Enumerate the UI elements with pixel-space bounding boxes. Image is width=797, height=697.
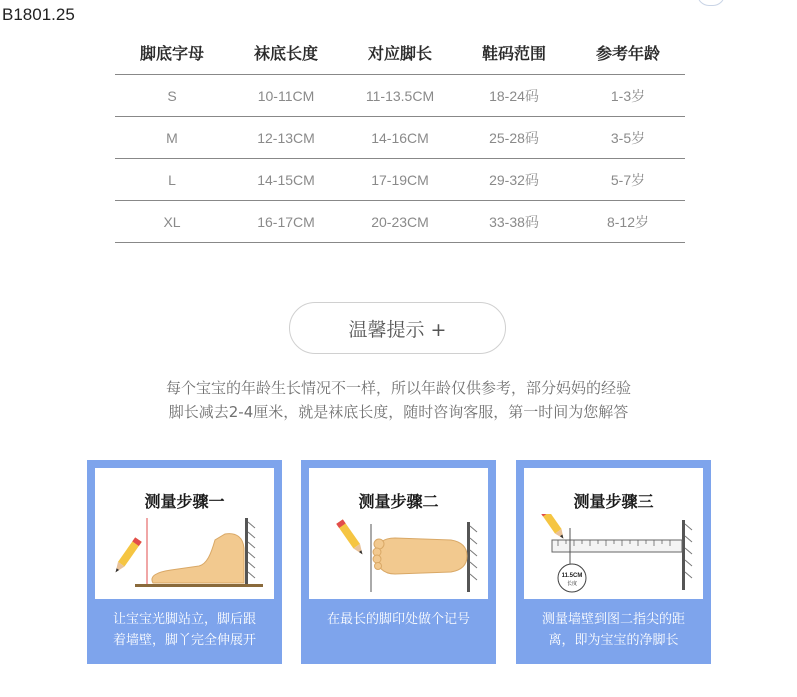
step-card-1 — [87, 460, 282, 664]
step-desc-line-1: 在最长的脚印处做个记号 — [326, 612, 470, 627]
step-desc-line-1: 让宝宝光脚站立，脚后跟 — [112, 612, 256, 627]
table-cell: 10-11CM — [257, 87, 315, 104]
table-cell: 1-3岁 — [610, 87, 646, 104]
table-cell: L — [168, 171, 176, 188]
step-desc-line-2: 离，即为宝宝的净脚长 — [548, 633, 679, 648]
table-cell: 29-32码 — [489, 171, 539, 188]
table-cell: 16-17CM — [257, 213, 315, 230]
table-cell: 8-12岁 — [606, 213, 650, 230]
step-title: 测量步骤一 — [144, 492, 225, 511]
ruler-measure-illustration — [534, 514, 694, 594]
header-sole-letter: 脚底字母 — [139, 43, 204, 63]
table-cell: 3-5岁 — [610, 129, 646, 146]
header-shoe-size: 鞋码范围 — [481, 43, 546, 63]
header-age: 参考年龄 — [595, 43, 660, 63]
size-table — [115, 30, 685, 243]
table-row — [115, 75, 685, 117]
tip-text-line-1: 每个宝宝的年龄生长情况不一样，所以年龄仅供参考，部分妈妈的经验 — [165, 379, 631, 397]
table-cell: S — [167, 87, 177, 104]
step-card-3 — [516, 460, 711, 664]
table-cell: 17-19CM — [371, 171, 429, 188]
table-row — [115, 159, 685, 201]
header-foot-length: 对应脚长 — [367, 43, 432, 63]
table-row — [115, 201, 685, 243]
header-sock-length: 袜底长度 — [253, 43, 318, 63]
table-cell: 12-13CM — [257, 129, 315, 146]
table-cell: 11-13.5CM — [365, 87, 435, 104]
ruler-reading: 11.5CM — [561, 573, 583, 579]
step-desc-line-2: 着墙壁，脚丫完全伸展开 — [112, 633, 256, 648]
table-header — [115, 30, 685, 75]
table-cell: 14-15CM — [257, 171, 315, 188]
step-title: 测量步骤三 — [573, 492, 654, 511]
table-cell: M — [166, 129, 178, 146]
tip-text-line-2: 脚长减去2-4厘米，就是袜底长度，随时咨询客服，第一时间为您解答 — [168, 403, 629, 421]
table-cell: 20-23CM — [371, 213, 429, 230]
table-cell: 18-24码 — [489, 87, 539, 104]
table-cell: 33-38码 — [489, 213, 539, 230]
table-cell: XL — [163, 213, 181, 230]
table-cell: 14-16CM — [371, 129, 429, 146]
foot-top-view-illustration — [319, 514, 479, 594]
ruler-reading-sublabel: 长度 — [566, 581, 578, 587]
table-row — [115, 117, 685, 159]
foot-against-wall-illustration — [105, 514, 265, 594]
corner-badge-icon — [697, 0, 725, 6]
step-title: 测量步骤二 — [358, 492, 439, 511]
step-card-2 — [301, 460, 496, 664]
tips-button[interactable]: 温馨提示 + — [289, 302, 506, 354]
table-cell: 25-28码 — [489, 129, 539, 146]
product-code: B1801.25 — [2, 5, 75, 24]
step-desc-line-1: 测量墙壁到图二指尖的距 — [541, 612, 685, 627]
table-cell: 5-7岁 — [610, 171, 646, 188]
